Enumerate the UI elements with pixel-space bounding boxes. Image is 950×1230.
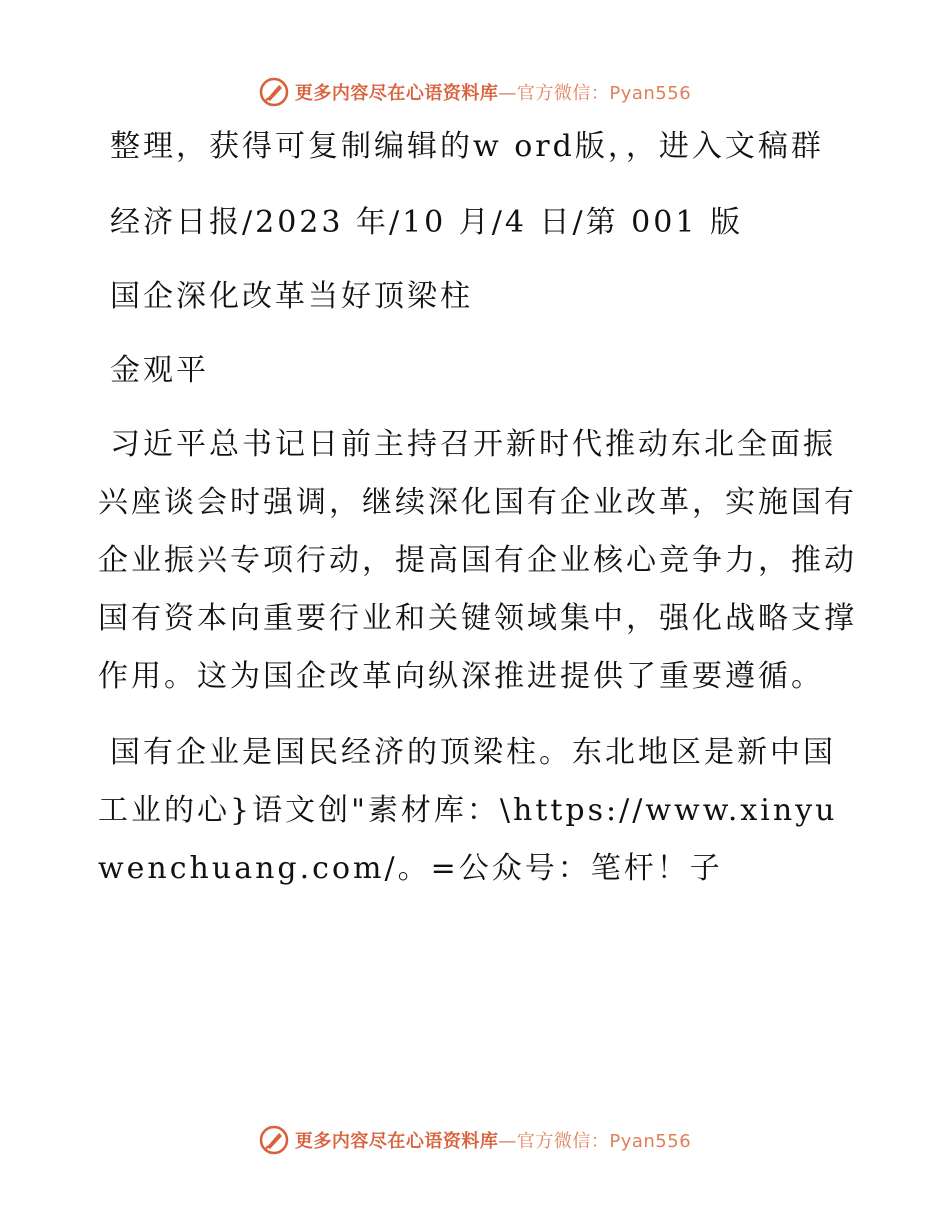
quill-logo-icon — [259, 77, 289, 107]
article-author: 金观平 — [110, 353, 209, 388]
watermark-tail-text: 官方微信： — [516, 1131, 610, 1152]
source-line: 经济日报/2023 年/10 月/4 日/第 001 版 — [110, 205, 743, 240]
article-title: 国企深化改革当好顶梁柱 — [110, 279, 473, 314]
intro-paragraph: 整理，获得可复制编辑的w ord版，，进入文稿群 — [110, 129, 824, 164]
watermark-dash: — — [498, 83, 517, 104]
watermark-tail-text: 官方微信： — [516, 83, 610, 104]
watermark-wechat-id: Pyan556 — [609, 1131, 692, 1152]
document-body — [98, 118, 858, 916]
footer-watermark — [0, 1120, 950, 1160]
body-paragraph-1: 习近平总书记日前主持召开新时代推动东北全面振兴座谈会时强调，继续深化国有企业改革，实施国有企业振兴专项行动，提高国有企业核心竞争力，推动国有资本向重要行业和关键领域集中，强化战略支撑作用。这为国企改革向纵深推进提供了重要遵循。 — [98, 427, 857, 694]
watermark-main-text: 更多内容尽在心语资料库 — [294, 83, 499, 104]
body-paragraph-2: 国有企业是国民经济的顶梁柱。东北地区是新中国工业的心}语文创"素材库：\https://www.xinyuwenchuang.com/。=公众号：笔杆！子 — [98, 735, 838, 886]
watermark-dash: — — [498, 1131, 517, 1152]
watermark-main-text: 更多内容尽在心语资料库 — [294, 1131, 499, 1152]
watermark-wechat-id: Pyan556 — [609, 83, 692, 104]
header-watermark — [0, 72, 950, 112]
quill-logo-icon — [259, 1125, 289, 1155]
